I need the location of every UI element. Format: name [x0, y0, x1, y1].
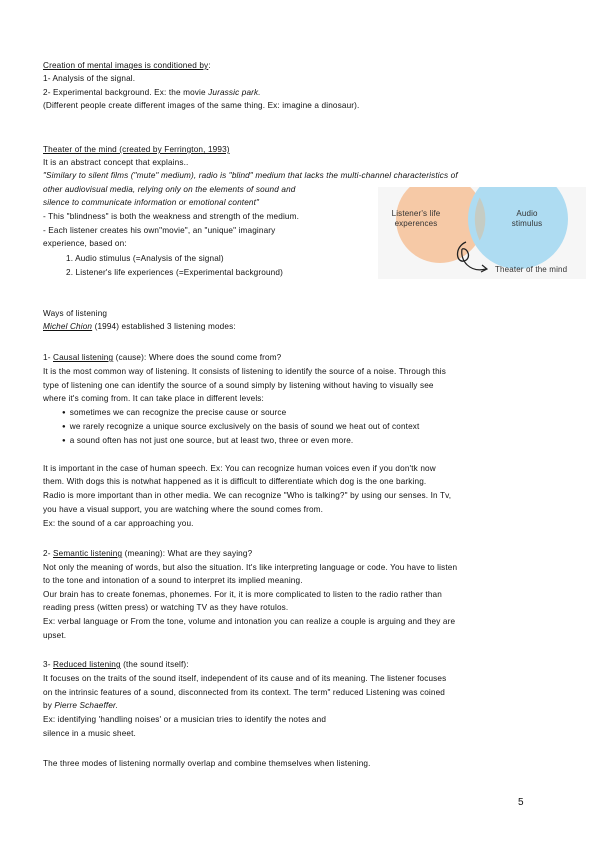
- reduced-rest: (the sound itself):: [120, 660, 189, 669]
- causal-bullet-3: ● a sound often has not just one source, but at least two, three or even more.: [62, 434, 353, 447]
- causal-extra-line4: you have a visual support, you are watching where the sound comes from.: [43, 505, 324, 514]
- ways-intro-text: (1994) established 3 listening modes:: [92, 322, 236, 331]
- causal-paragraph-line1: It is the most common way of listening. It consists of listening to identify the source of a noise. Through this: [43, 367, 447, 376]
- theater-heading: Theater of the mind (created by Ferrington, 1993): [43, 145, 230, 154]
- causal-paragraph-line3: where it's coming from. It can take place in different levels:: [43, 394, 264, 403]
- reduced-term: Reduced listening: [53, 660, 121, 669]
- causal-paragraph-line2: type of listening one can identify the source of a sound simply by listening without having to visually see: [43, 381, 434, 390]
- section1-heading: [43, 59, 211, 72]
- venn-left-label-line2: experences: [394, 219, 438, 228]
- causal-term: Causal listening: [53, 353, 114, 362]
- reduced-line1: It focuses on the traits of the sound itself, independent of its cause and of its meaning. The listener focuses: [43, 674, 447, 683]
- ways-intro: [43, 320, 236, 333]
- causal-extra-line5: Ex: the sound of a car approaching you.: [43, 519, 194, 528]
- semantic-line2: to the tone and intonation of a sound to interpret its implied meaning.: [43, 576, 303, 585]
- reduced-line2: on the intrinsic features of a sound, disconnected from its context. The term" reduced Listening was coined: [43, 688, 446, 697]
- ways-heading: Ways of listening: [43, 309, 108, 318]
- theater-point2b: experience, based on:: [43, 239, 127, 248]
- reduced-heading: [43, 658, 189, 671]
- venn-left-label: [384, 209, 448, 229]
- arrowhead-icon: [481, 265, 487, 272]
- section1-heading-text: Creation of mental images is conditioned by: [43, 61, 209, 70]
- reduced-line3-text: by: [43, 701, 55, 710]
- page-number: 5: [518, 797, 524, 808]
- section1-line2-text: 2- Experimental background. Ex: the movie: [43, 88, 209, 97]
- movie-title: Jurassic park.: [208, 88, 261, 97]
- reduced-line4: Ex: identifying 'handling noises' or a musician tries to identify the notes and: [43, 715, 327, 724]
- semantic-line5: Ex: verbal language or From the tone, volume and intonation you can realize a couple is arguing and they are: [43, 617, 456, 626]
- semantic-line3: Our brain has to create fonemas, phonemes. For it, it is more complicated to listen to the radio rather than: [43, 590, 442, 599]
- reduced-line3: [43, 699, 118, 712]
- semantic-line1: Not only the meaning of words, but also the situation. It's like interpreting language or code. You have to listen: [43, 563, 458, 572]
- venn-right-label: [500, 209, 554, 229]
- causal-extra-line1: It is important in the case of human speech. Ex: You can recognize human voices even if you don'tk now: [43, 464, 436, 473]
- causal-rest: (cause): Where does the sound come from?: [113, 353, 282, 362]
- section1-heading-suffix: :: [208, 61, 211, 70]
- semantic-heading: [43, 547, 252, 560]
- venn-right-label-line2: stimulus: [511, 219, 543, 228]
- semantic-term: Semantic listening: [53, 549, 123, 558]
- semantic-line6: upset.: [43, 631, 67, 640]
- theater-of-mind-diagram: [378, 187, 586, 279]
- theater-point2a: - Each listener creates his own"movie", an "unique" imaginary: [43, 226, 276, 235]
- semantic-rest: (meaning): What are they saying?: [122, 549, 253, 558]
- causal-bullet-1: ● sometimes we can recognize the precise cause or source: [62, 406, 286, 419]
- section1-line3: (Different people create different images of the same thing. Ex: imagine a dinosaur).: [43, 101, 360, 110]
- section1-line2: [43, 86, 261, 99]
- theater-point1: - This "blindness" is both the weakness and strength of the medium.: [43, 212, 300, 221]
- theater-quote-line1: "Similary to silent films ("mute" medium), radio is "blind" medium that lacks the multi-channel characteristics of: [43, 171, 458, 180]
- theater-of-mind-label: Theater of the mind: [495, 265, 568, 274]
- theater-quote-line3: silence to communicate information or emotional content": [43, 198, 260, 207]
- closing-line: The three modes of listening normally overlap and combine themselves when listening.: [43, 759, 371, 768]
- semantic-prefix: 2-: [43, 549, 54, 558]
- causal-extra-line2: them. With dogs this is notwhat happened as it is difficult to differentiate which dog is the one barking.: [43, 477, 427, 486]
- venn-left-label-line1: Listener's life: [391, 209, 441, 218]
- author-name: Michel Chion: [43, 322, 93, 331]
- causal-prefix: 1-: [43, 353, 54, 362]
- causal-bullet-2: ● we rarely recognize a unique source exclusively on the basis of sound we heat out of context: [62, 420, 419, 433]
- person-name: Pierre Schaeffer.: [54, 701, 119, 710]
- causal-heading: [43, 351, 281, 364]
- theater-intro: It is an abstract concept that explains..: [43, 158, 189, 167]
- semantic-line4: reading press (witten press) or watching TV as they have rotulos.: [43, 603, 289, 612]
- reduced-prefix: 3-: [43, 660, 54, 669]
- venn-right-label-line1: Audio: [516, 209, 538, 218]
- causal-extra-line3: Radio is more important than in other media. We can recognize "Who is talking?" by using our senses. In Tv,: [43, 491, 452, 500]
- section1-line1: 1- Analysis of the signal.: [43, 74, 136, 83]
- theater-quote-line2: other audiovisual media, relying only on the elements of sound and: [43, 185, 296, 194]
- theater-sub2: 2. Listener's life experiences (=Experimental background): [66, 268, 283, 277]
- theater-sub1: 1. Audio stimulus (=Analysis of the signal): [66, 254, 224, 263]
- reduced-line5: silence in a music sheet.: [43, 729, 136, 738]
